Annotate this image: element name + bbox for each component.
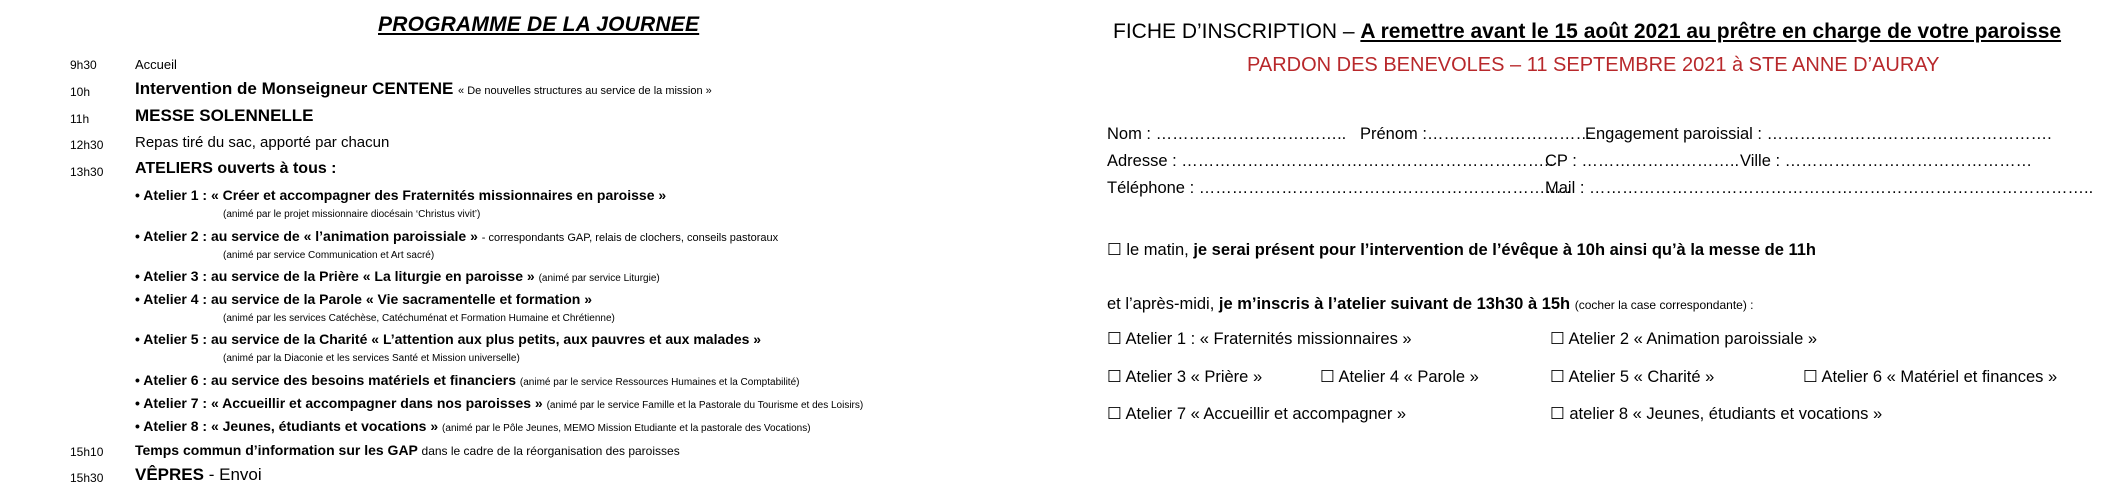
time-10h: 10h — [70, 85, 91, 99]
cp-field[interactable]: CP : ……………………….. — [1545, 152, 1740, 170]
atelier-1: • Atelier 1 : « Créer et accompagner des Fraternités missionnaires en paroisse » — [135, 187, 667, 203]
atelier-4-checkbox[interactable]: ☐ Atelier 4 « Parole » — [1320, 368, 1479, 386]
atelier-3-checkbox[interactable]: ☐ Atelier 3 « Prière » — [1107, 368, 1263, 386]
event-vepres: VÊPRES - Envoi — [135, 465, 262, 484]
event-accueil: Accueil — [135, 57, 177, 72]
matin-checkbox[interactable]: ☐ le matin, je serai présent pour l’intervention de l’évêque à 10h ainsi qu’à la messe de 11h — [1107, 241, 1816, 259]
atelier-4: • Atelier 4 : au service de la Parole « Vie sacramentelle et formation » — [135, 291, 593, 307]
atelier-2-checkbox[interactable]: ☐ Atelier 2 « Animation paroissiale » — [1550, 330, 1818, 348]
time-1330: 13h30 — [70, 165, 104, 179]
atelier-8: • Atelier 8 : « Jeunes, étudiants et vocations » (animé par le Pôle Jeunes, MEMO Mission Etudiante et la pastorale des Vocations) — [135, 418, 811, 434]
ville-field[interactable]: Ville : ……………………………………… — [1740, 152, 2033, 170]
apresmidi-line: et l’après-midi, je m’inscris à l’atelier suivant de 13h30 à 15h (cocher la case correspondante) : — [1107, 295, 1754, 313]
atelier-5-sub: (animé par la Diaconie et les services Santé et Mission universelle) — [223, 353, 520, 364]
time-1230: 12h30 — [70, 138, 104, 152]
atelier-4-sub: (animé par les services Catéchèse, Catéchuménat et Formation Humaine et Chrétienne) — [223, 313, 615, 324]
atelier-5: • Atelier 5 : au service de la Charité « L’attention aux plus petits, aux pauvres et aux malades » — [135, 331, 762, 347]
atelier-2: • Atelier 2 : au service de « l’animation paroissiale » - correspondants GAP, relais de clochers, conseils pastoraux — [135, 228, 779, 244]
atelier-6: • Atelier 6 : au service des besoins matériels et financiers (animé par le service Ressources Humaines et la Comptabilité) — [135, 372, 800, 388]
event-repas: Repas tiré du sac, apporté par chacun — [135, 134, 390, 151]
time-1510: 15h10 — [70, 445, 104, 459]
fiche-title: FICHE D’INSCRIPTION – A remettre avant le 15 août 2021 au prêtre en charge de votre paroisse — [1113, 20, 2062, 43]
nom-field[interactable]: Nom : …………………………….. — [1107, 125, 1347, 143]
mail-field[interactable]: Mail : ……………………………………………………………………………….. — [1545, 179, 2094, 197]
programme-title: PROGRAMME DE LA JOURNEE — [378, 13, 700, 36]
time-0930: 9h30 — [70, 58, 97, 72]
event-gap: Temps commun d’information sur les GAP dans le cadre de la réorganisation des paroisses — [135, 442, 680, 458]
pardon-subtitle: PARDON DES BENEVOLES – 11 SEPTEMBRE 2021 à STE ANNE D’AURAY — [1247, 54, 1940, 76]
event-intervention: Intervention de Monseigneur CENTENE « De nouvelles structures au service de la mission » — [135, 79, 712, 98]
time-11h: 11h — [70, 112, 90, 126]
event-messe: MESSE SOLENNELLE — [135, 106, 314, 125]
atelier-6-checkbox[interactable]: ☐ Atelier 6 « Matériel et finances » — [1803, 368, 2058, 386]
atelier-5-checkbox[interactable]: ☐ Atelier 5 « Charité » — [1550, 368, 1715, 386]
atelier-7: • Atelier 7 : « Accueillir et accompagner dans nos paroisses » (animé par le service Famille et la Pastorale du Tourisme et des Loisirs) — [135, 395, 864, 411]
atelier-7-checkbox[interactable]: ☐ Atelier 7 « Accueillir et accompagner » — [1107, 405, 1407, 423]
prenom-field[interactable]: Prénom :………………………… — [1360, 125, 1592, 143]
atelier-2-sub: (animé par service Communication et Art sacré) — [223, 250, 435, 261]
atelier-1-sub: (animé par le projet missionnaire diocésain ‘Christus vivit’) — [223, 209, 481, 220]
event-ateliers: ATELIERS ouverts à tous : — [135, 160, 337, 177]
time-1530: 15h30 — [70, 471, 104, 485]
engagement-field[interactable]: Engagement paroissial : ……………………………………………. — [1585, 125, 2052, 143]
atelier-8-checkbox[interactable]: ☐ atelier 8 « Jeunes, étudiants et vocations » — [1550, 405, 1883, 423]
atelier-3: • Atelier 3 : au service de la Prière « La liturgie en paroisse » (animé par service Liturgie) — [135, 268, 660, 284]
adresse-field[interactable]: Adresse : ………………………………………………………….. — [1107, 152, 1554, 170]
telephone-field[interactable]: Téléphone : ………………………………………………………….. — [1107, 179, 1571, 197]
atelier-1-checkbox[interactable]: ☐ Atelier 1 : « Fraternités missionnaires » — [1107, 330, 1412, 348]
